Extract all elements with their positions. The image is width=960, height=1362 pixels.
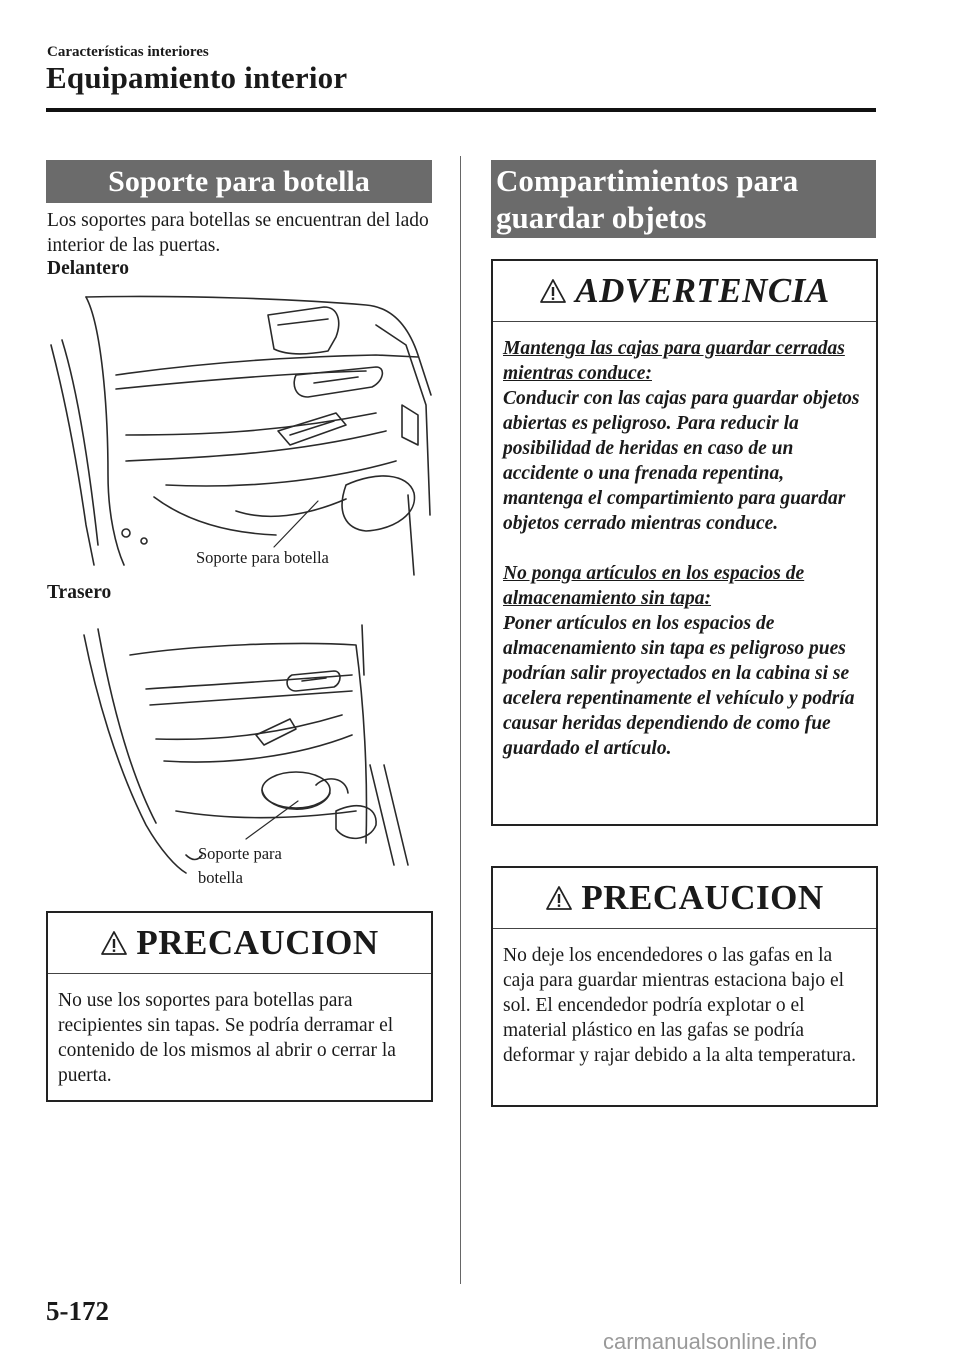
warning-p2-text: Poner artículos en los espacios de almacenamiento sin tapa es peligroso pues podrían salir proyectados en la cabina si se acelera repentinamente el vehículo y podría causar heridas dependiendo de como fue guardado el artículo.	[503, 613, 855, 759]
chapter-title: Equipamiento interior	[46, 60, 348, 95]
rear-label: Trasero	[47, 582, 112, 603]
caution-box-storage	[491, 866, 878, 1107]
warning-p1-heading: Mantenga las cajas para guardar cerradas mientras conduce:	[503, 338, 845, 384]
front-callout-label: Soporte para botella	[196, 548, 329, 567]
header-rule	[46, 108, 876, 112]
caution-header	[48, 913, 431, 974]
front-label: Delantero	[47, 258, 129, 279]
caution-text: No deje los encendedores o las gafas en la caja para guardar mientras estaciona bajo el sol. El encendedor podría explotar o el material plástico en las gafas se podría deformar y rajar debido a la alta temperatura.	[503, 945, 856, 1066]
breadcrumb: Características interiores	[47, 44, 209, 60]
section-title-line2: guardar objetos	[496, 200, 707, 235]
warning-p1-text: Conducir con las cajas para guardar objetos abiertas es peligroso. Para reducir la posibilidad de heridas en caso de un accidente o una frenada repentina, mantenga el compartimiento para guardar objetos cerrado mientras conduce.	[503, 388, 860, 534]
caution-header	[493, 868, 876, 929]
section-title-bottle-holder: Soporte para botella	[46, 160, 432, 203]
caution-title: PRECAUCION	[136, 923, 379, 962]
warning-triangle-icon	[539, 278, 567, 304]
warning-title: ADVERTENCIA	[575, 271, 830, 310]
caution-text: No use los soportes para botellas para recipientes sin tapas. Se podría derramar el contenido de los mismos al abrir o cerrar la puerta.	[58, 990, 396, 1086]
warning-header	[493, 261, 876, 322]
warning-box	[491, 259, 878, 826]
rear-callout-line2: botella	[198, 868, 243, 887]
front-door-illustration	[46, 285, 436, 580]
warning-triangle-icon	[545, 885, 573, 911]
intro-text: Los soportes para botellas se encuentran del lado interior de las puertas.	[47, 210, 429, 256]
rear-callout-line1: Soporte para	[198, 844, 282, 863]
rear-door-illustration	[46, 615, 436, 895]
warning-p2-heading: No ponga artículos en los espacios de almacenamiento sin tapa:	[503, 563, 805, 609]
section-title-storage	[491, 160, 876, 238]
warning-triangle-icon	[100, 930, 128, 956]
column-separator	[460, 156, 461, 1284]
caution-title: PRECAUCION	[581, 878, 824, 917]
caution-box-bottle	[46, 911, 433, 1102]
page-number: 5-172	[46, 1296, 109, 1326]
warning-body	[493, 322, 876, 771]
watermark: carmanualsonline.info	[603, 1329, 818, 1354]
section-title-line1: Compartimientos para	[496, 163, 799, 198]
